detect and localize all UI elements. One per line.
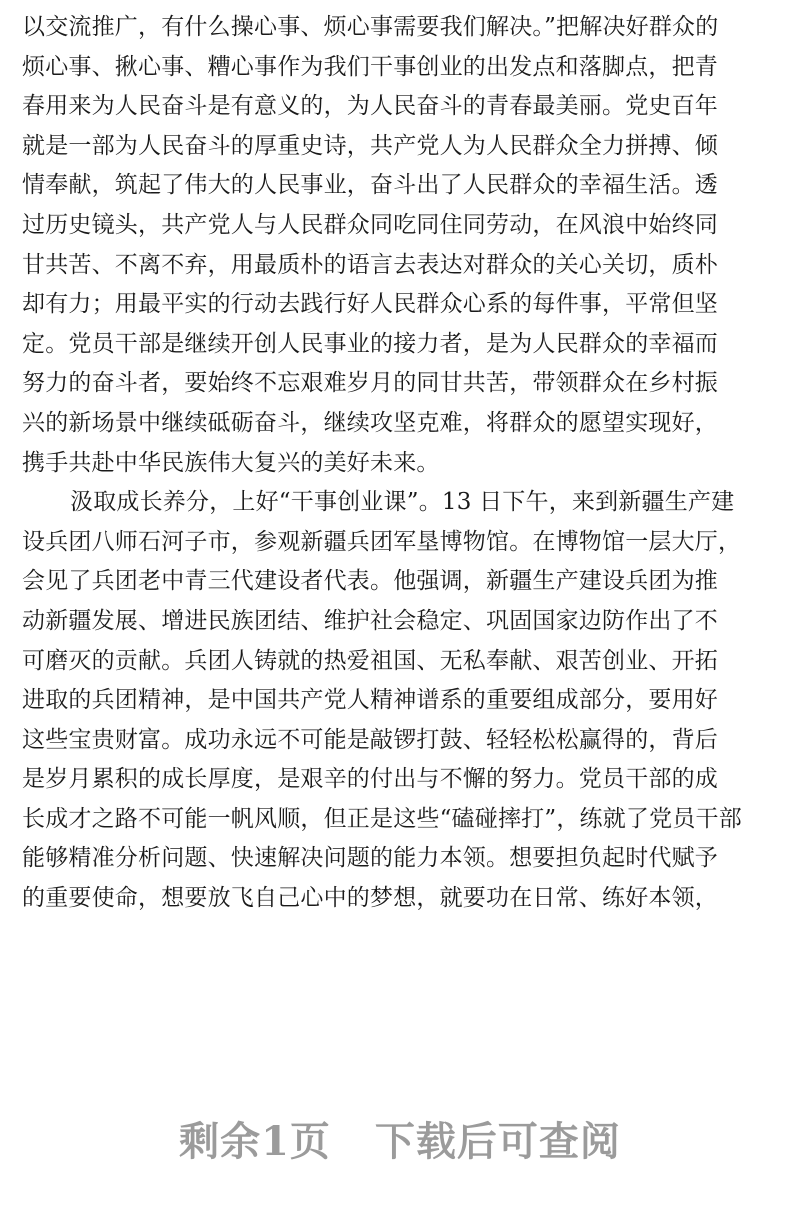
text-line: 以交流推广，有什么操心事、烦心事需要我们解决。”把解决好群众的	[22, 14, 719, 40]
text-line: 定。党员干部是继续开创人民事业的接力者，是为人民群众的幸福而	[22, 330, 718, 357]
text-line: 进取的兵团精神，是中国共产党人精神谱系的重要组成部分，要用好	[22, 687, 718, 714]
document-body	[22, 8, 782, 919]
text-line: 设兵团八师石河子市，参观新疆兵团军垦博物馆。在博物馆一层大厅，	[22, 528, 742, 555]
text-line: 长成才之路不可能一帆风顺，但正是这些“磕碰摔打”，练就了党员干部	[22, 805, 742, 832]
paragraph-start-line: 汲取成长养分，上好“干事创业课”。13 日下午，来到新疆生产建	[70, 489, 735, 516]
text-line: 就是一部为人民奋斗的厚重史诗，共产党人为人民群众全力拼搏、倾	[22, 132, 718, 159]
text-line: 动新疆发展、增进民族团结、维护社会稳定、巩固国家边防作出了不	[22, 607, 718, 634]
text-line: 努力的奋斗者，要始终不忘艰难岁月的同甘共苦，带领群众在乡村振	[22, 370, 718, 397]
download-prompt-banner[interactable]	[0, 1112, 800, 1172]
text-line: 春用来为人民奋斗是有意义的，为人民奋斗的青春最美丽。党史百年	[22, 93, 718, 120]
text-line: 却有力；用最平实的行动去践行好人民群众心系的每件事，平常但坚	[22, 291, 718, 318]
text-line: 过历史镜头，共产党人与人民群众同吃同住同劳动，在风浪中始终同	[22, 211, 718, 238]
text-line: 兴的新场景中继续砥砺奋斗，继续攻坚克难，将群众的愿望实现好，	[22, 409, 718, 436]
text-line: 是岁月累积的成长厚度，是艰辛的付出与不懈的努力。党员干部的成	[22, 766, 718, 793]
text-line: 甘共苦、不离不弃，用最质朴的语言去表达对群众的关心关切，质朴	[22, 251, 718, 278]
text-line: 的重要使命，想要放飞自己心中的梦想，就要功在日常、练好本领，	[22, 885, 718, 912]
text-line: 携手共赴中华民族伟大复兴的美好未来。	[22, 449, 440, 476]
download-to-view-label: 下载后可查阅	[374, 1118, 621, 1165]
text-line: 能够精准分析问题、快速解决问题的能力本领。想要担负起时代赋予	[22, 845, 718, 872]
text-line: 烦心事、揪心事、糟心事作为我们干事创业的出发点和落脚点，把青	[22, 53, 718, 80]
text-line: 这些宝贵财富。成功永远不可能是敲锣打鼓、轻轻松松赢得的，背后	[22, 726, 718, 753]
text-line: 会见了兵团老中青三代建设者代表。他强调，新疆生产建设兵团为推	[22, 568, 718, 595]
text-line: 情奉献，筑起了伟大的人民事业，奋斗出了人民群众的幸福生活。透	[22, 172, 718, 199]
text-line: 可磨灭的贡献。兵团人铸就的热爱祖国、无私奉献、艰苦创业、开拓	[22, 647, 718, 674]
remaining-pages-label: 剩余1页	[179, 1118, 331, 1165]
